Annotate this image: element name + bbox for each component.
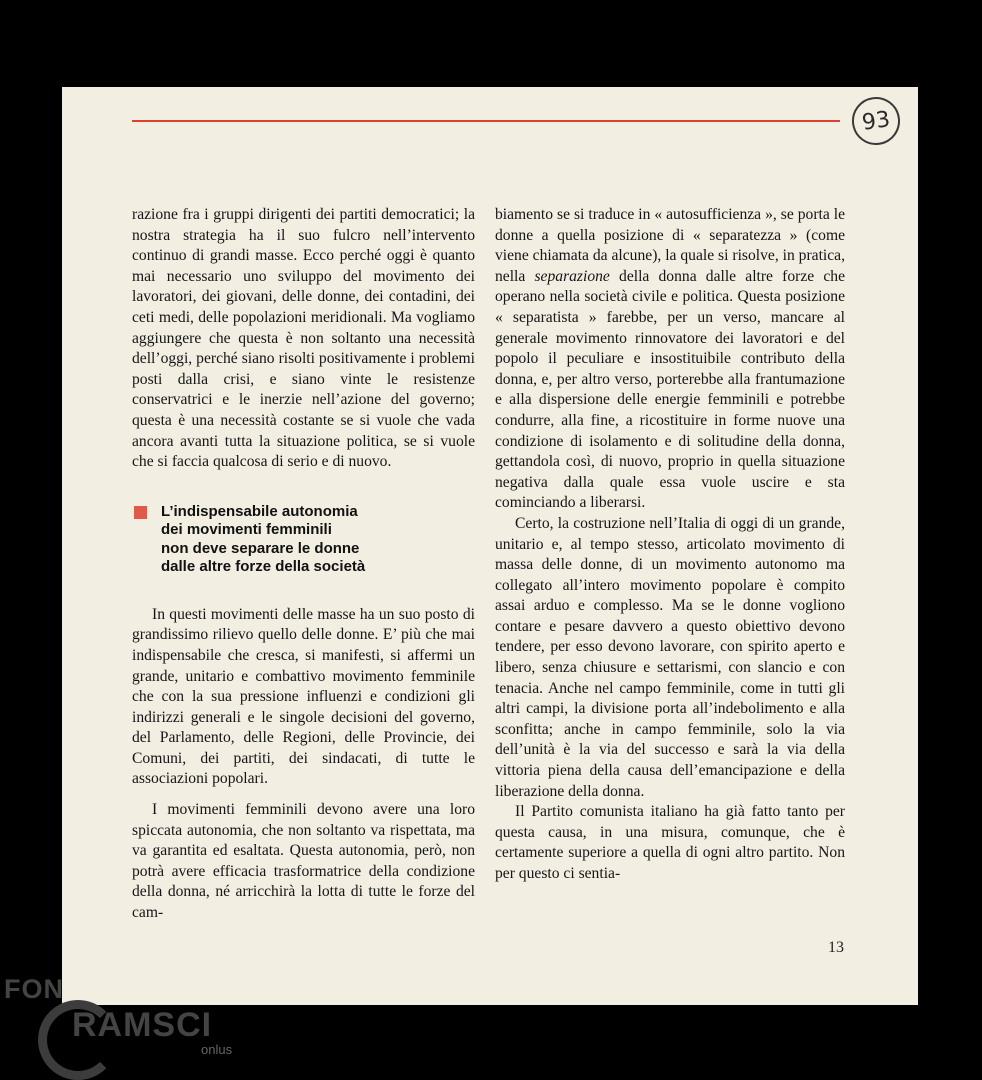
document-page (62, 87, 918, 1005)
section-heading-text: L’indispensabile autonomia dei movimenti femminili non deve separare le donne dalle altre forze della società (161, 502, 366, 576)
left-column (132, 205, 475, 924)
paragraph: Certo, la costruzione nell’Italia di oggi di un grande, unitario e, al tempo stesso, articolato movimento di massa delle donne, di un movimento autonomo ma collegato all’intero movimento popolare è compito assai arduo e complesso. Ma se le donne vogliono contare e pesare davvero a questo obiettivo devono tendere, per esso devono lavorare, con spirito aperto e libero, senza chiusure e settarismi, con slancio e con tenacia. Anche nel campo femminile, come in tutti gli altri campi, la divisione porta all’indebolimento e alla sconfitta; anche in campo femminile, solo la via dell’unità è la via del successo e sarà la via della vittoria piena della causa dell’emancipazione e della liberazione della donna. (495, 514, 845, 800)
section-heading (132, 503, 475, 577)
right-column (495, 205, 845, 885)
heading-marker-icon (134, 506, 147, 519)
header-rule (132, 120, 840, 122)
paragraph: Il Partito comunista italiano ha già fatto tanto per questa causa, in una misura, comunque, che è certamente superiore a quella di ogni altro partito. Non per questo ci sentia- (495, 803, 845, 882)
page-number: 13 (828, 939, 844, 956)
paragraph: razione fra i gruppi dirigenti dei partiti democratici; la nostra strategia ha il suo fulcro nell’intervento continuo di grandi masse. Ecco perché oggi è quanto mai necessario uno sviluppo del movimento dei lavoratori, dei giovani, delle donne, dei contadini, dei ceti medi, delle popolazioni meridionali. Ma vogliamo aggiungere che questa è non soltanto una necessità dell’oggi, perché siano risolti positivamente i problemi posti dalla crisi, e siano vinte le resistenze conservatrici e le inerzie nell’azione del governo; questa è una necessità costante se si vuole che vada ancora avanti tutta la situazione politica, se si vuole che si faccia qualcosa di serio e di nuovo. (132, 206, 475, 471)
paragraph: In questi movimenti delle masse ha un suo posto di grandissimo rilievo quello delle donne. E’ più che mai indispensabile che cresca, si manifesti, si affermi un grande, unitario e combattivo movimento femminile che con la sua pressione influenzi e condizioni gli indirizzi generali e le singole decisioni del governo, del Parlamento, delle Regioni, delle Provincie, dei Comuni, dei partiti, dei sindacati, di tutte le associazioni popolari. (132, 605, 475, 788)
emphasized-word: separazione (534, 267, 610, 285)
handwritten-page-number: 93 (849, 94, 903, 148)
paragraph-text: biamento se si traduce in « autosufficienza », se porta le donne a quella posizione di « separatezza » (come viene chiamata da alcune), la quale si risolve, in pratica, nella (495, 206, 845, 285)
fondazione-gramsci-watermark (0, 970, 260, 1080)
paragraph: I movimenti femminili devono avere una loro spiccata autonomia, che non soltanto va rispettata, ma va garantita ed esaltata. Questa autonomia, però, non potrà avere efficacia trasformatrice della condizione della donna, né arricchirà la lotta di tutte le forze del cam- (132, 801, 475, 922)
paragraph-text: della donna dalle altre forze che operano nella società civile e politica. Questa posizione « separatista » farebbe, per un verso, mancare al generale movimento rinnovatore dei lavoratori e del popolo il peculiare e insostituibile contributo della donna, e, per altro verso, porterebbe alla frantumazione e alla dispersione delle energie femminili e potrebbe condurre, alla fine, a ricostituire in forme nuove una condizione di isolamento e di solitudine della donna, gettandola così, di nuovo, proprio in quella situazione negativa dalla quale essa vuole uscire e sta cominciando a liberarsi. (495, 267, 845, 512)
watermark-text: onlus (201, 1042, 233, 1057)
paragraph (495, 205, 845, 514)
watermark-text: RAMSCI (72, 1006, 213, 1044)
watermark-text: FON (4, 974, 64, 1004)
